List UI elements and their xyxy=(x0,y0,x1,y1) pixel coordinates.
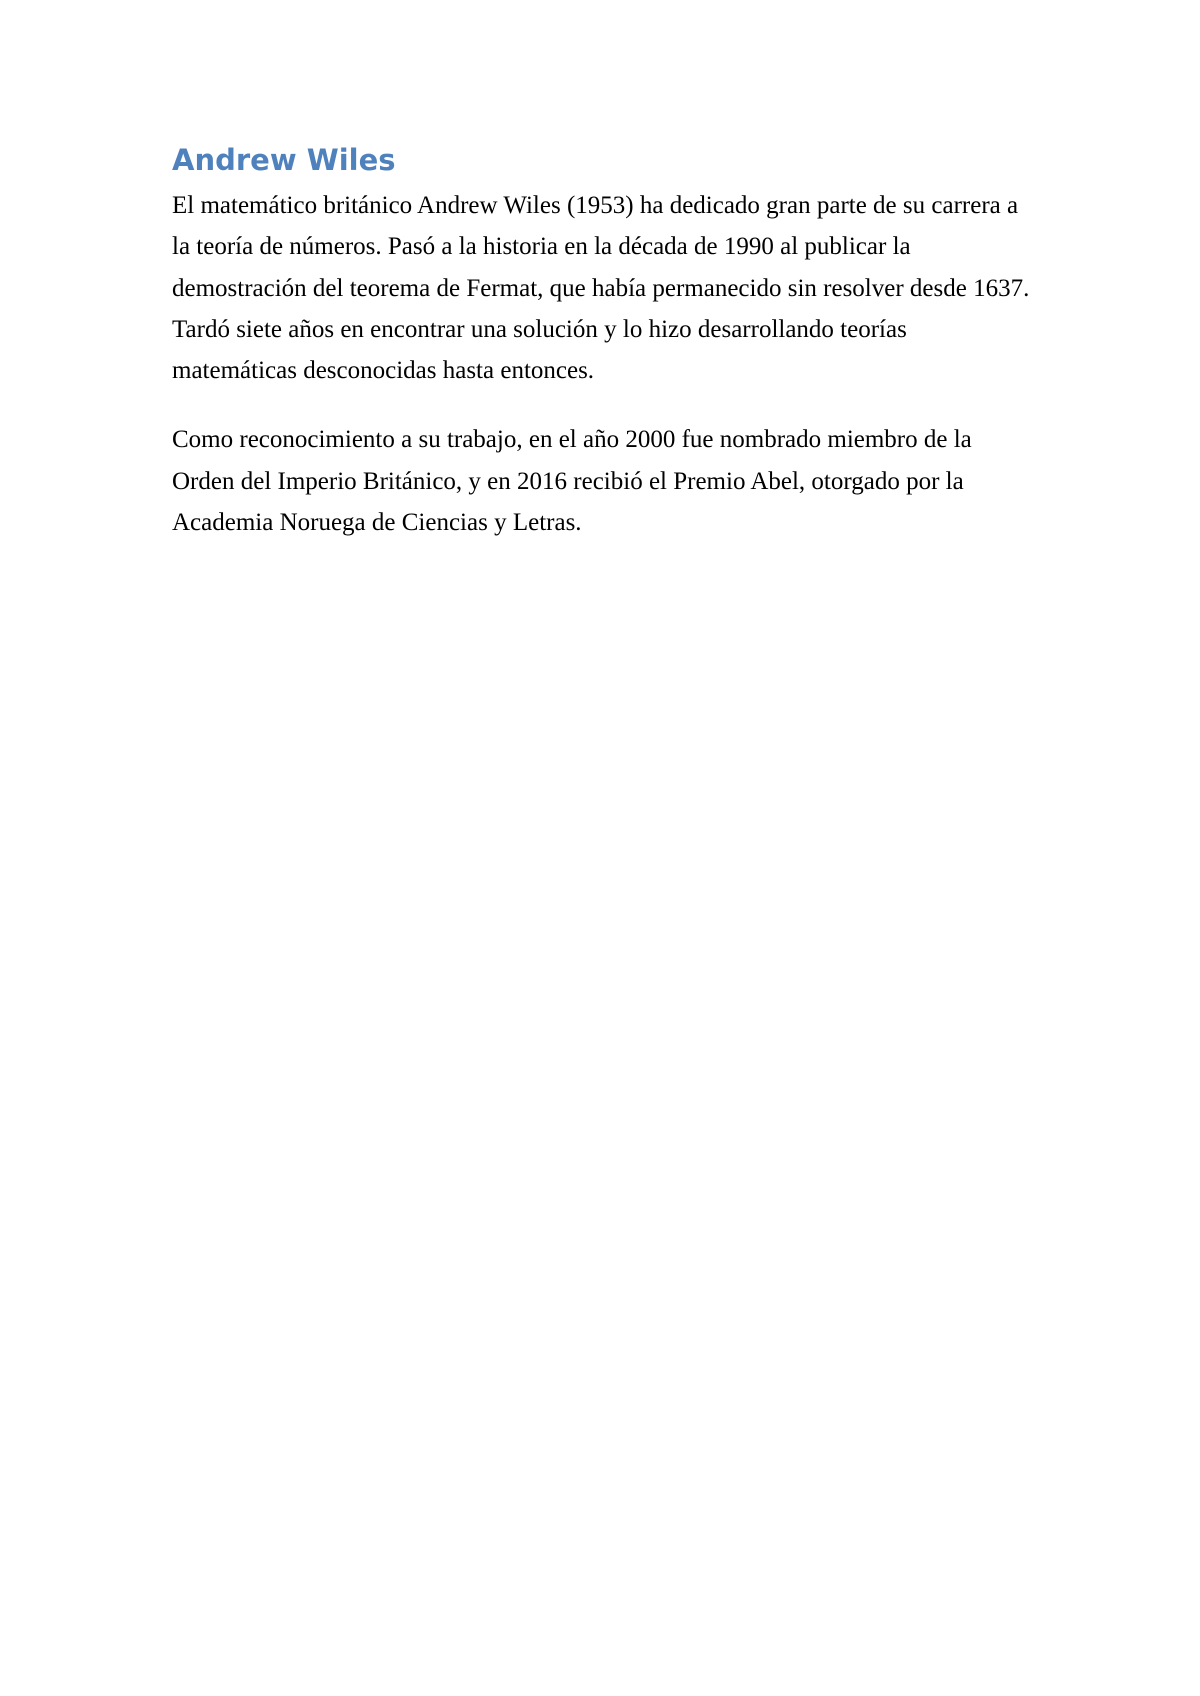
paragraph-biography: El matemático británico Andrew Wiles (1953) ha dedicado gran parte de su carrera a la teoría de números. Pasó a la historia en la década de 1990 al publicar la demostración del teorema de Fermat, que había permanecido sin resolver desde 1637. Tardó siete años en encontrar una solución y lo hizo desarrollando teorías matemáticas desconocidas hasta entonces. xyxy=(172,192,1030,385)
document-body xyxy=(172,138,1032,543)
paragraph-recognition: Como reconocimiento a su trabajo, en el año 2000 fue nombrado miembro de la Orden del Imperio Británico, y en 2016 recibió el Premio Abel, otorgado por la Academia Noruega de Ciencias y Letras. xyxy=(172,426,972,537)
document-title: Andrew Wiles xyxy=(172,143,396,177)
